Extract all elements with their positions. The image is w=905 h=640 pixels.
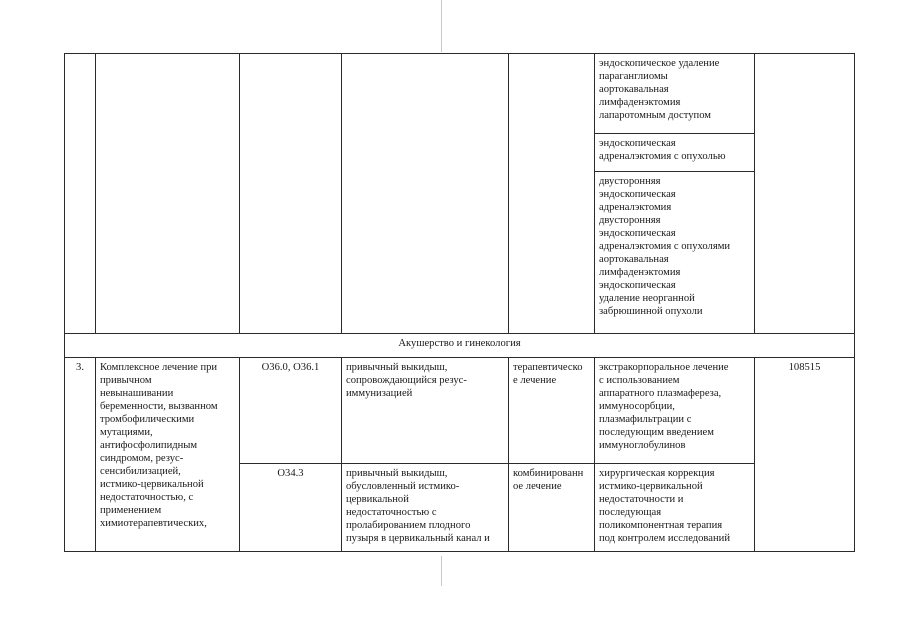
item-name: Комплексное лечение при привычном невынашивании беременности, вызванном тромбофилическими мутациями, антифосфолипидным синдромом, резус- сенсибилизацией, истмико-цервикальной недостаточностью, с применением химиотерапевтических, [96, 358, 240, 552]
treatment-type: комбинированн ое лечение [509, 464, 595, 552]
scan-mark-bottom [441, 556, 442, 586]
table-row [65, 358, 855, 464]
section-title: Акушерство и гинекология [65, 334, 855, 358]
name-cell-empty [96, 54, 240, 334]
number-cell-empty [65, 54, 96, 334]
type-cell-empty [509, 54, 595, 334]
treatment-type: терапевтическо е лечение [509, 358, 595, 464]
model-cell-empty [342, 54, 509, 334]
scan-mark-top [441, 0, 442, 52]
procedures-table [64, 53, 855, 552]
patient-model: привычный выкидыш, обусловленный истмико- цервикальной недостаточностью с пролабированием плодного пузыря в цервикальный канал и [342, 464, 509, 552]
diagnosis-codes: О34.3 [240, 464, 342, 552]
section-row [65, 334, 855, 358]
norm-value: 108515 [755, 358, 855, 552]
method-cell: эндоскопическое удаление параганглиомы аортокавальная лимфаденэктомия лапаротомным доступом [595, 54, 755, 134]
patient-model: привычный выкидыш, сопровождающийся резус- иммунизацией [342, 358, 509, 464]
codes-cell-empty [240, 54, 342, 334]
value-cell-empty [755, 54, 855, 334]
treatment-method: хирургическая коррекция истмико-цервикальной недостаточности и последующая поликомпонентная терапия под контролем исследований [595, 464, 755, 552]
continuation-row [65, 54, 855, 134]
method-cell: двусторонняя эндоскопическая адреналэктомия двусторонняя эндоскопическая адреналэктомия с опухолями аортокавальная лимфаденэктомия эндоскопическая удаление неорганной забрюшинной опухоли [595, 172, 755, 334]
treatment-method: экстракорпоральное лечение с использованием аппаратного плазмафереза, иммуносорбции, плазмафильтрации с последующим введением иммуноглобулинов [595, 358, 755, 464]
item-number: 3. [65, 358, 96, 552]
method-cell: эндоскопическая адреналэктомия с опухолью [595, 134, 755, 172]
diagnosis-codes: О36.0, О36.1 [240, 358, 342, 464]
